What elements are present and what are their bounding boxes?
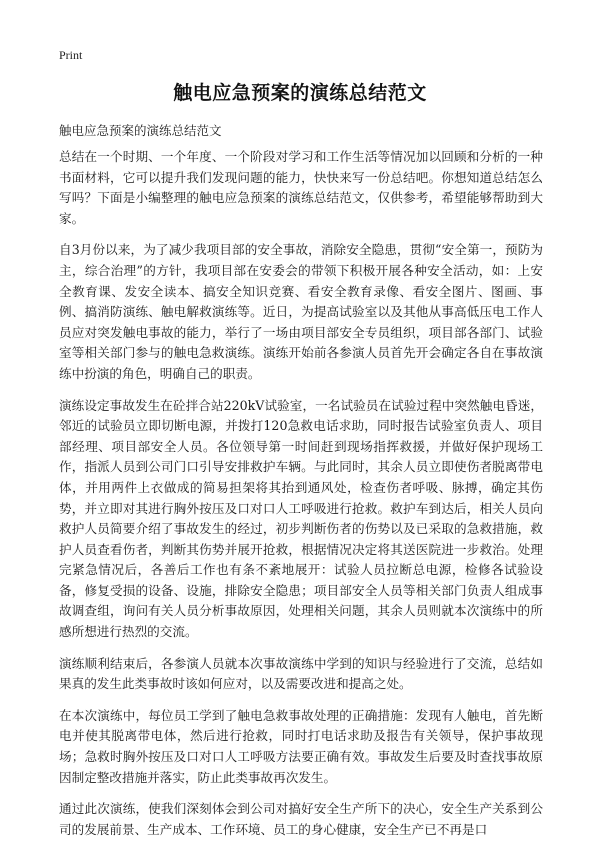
document-title: 触电应急预案的演练总结范文 <box>173 82 427 104</box>
document-subtitle: 触电应急预案的演练总结范文 <box>59 123 222 138</box>
paragraph-drill-summary: 演练顺利结束后，各参演人员就本次事故演练中学到的知识与经验进行了交流，总结如果真的发生此类事故时该如何应对，以及需要改进和提高之处。 <box>59 655 543 692</box>
paragraph-conclusion: 通过此次演练，使我们深刻体会到公司对搞好安全生产所下的决心，安全生产关系到公司的发展前景、生产成本、工作环境、员工的身心健康，安全生产已不再是口 <box>59 801 543 837</box>
print-link[interactable]: Print <box>59 48 83 62</box>
paragraph-background: 自3月份以来，为了减少我项目部的安全事故，消除安全隐患，贯彻“安全第一，预防为主，综合治理”的方针，我项目部在安委会的带领下积极开展各种安全活动，如：上安全教育课、发安全读本、搞安全知识竞赛、看安全教育录像、看安全图片、图画、事例、搞消防演练、触电解救演练等。近日，为提高试验室以及其他从事高低压电工作人员应对突发触电事故的能力，举行了一场由项目部安全专员组织，项目部各部门、试验室等相关部门参与的触电急救演练。演练开始前各参演人员首先开会确定各自在事故演练中扮演的角色，明确自己的职责。 <box>59 242 543 381</box>
paragraph-intro: 总结在一个时期、一个年度、一个阶段对学习和工作生活等情况加以回顾和分析的一种书面材料，它可以提升我们发现问题的能力，快快来写一份总结吧。你想知道总结怎么写吗？下面是小编整理的触电应急预案的演练总结范文，仅供参考，希望能够帮助到大家。 <box>59 149 543 226</box>
paragraph-lessons: 在本次演练中，每位员工学到了触电急救事故处理的正确措施：发现有人触电，首先断电并使其脱离带电体，然后进行抢救，同时打电话求助及报告有关领导，保护事故现场；急救时胸外按压及口对口人工呼吸方法要正确有效。事故发生后要及时查找事故原因制定整改措施并落实，防止此类事故再次发生。 <box>59 707 543 785</box>
paragraph-drill-process: 演练设定事故发生在砼拌合站220kV试验室，一名试验员在试验过程中突然触电昏迷，邻近的试验员立即切断电源，并拨打120急救电话求助，同时报告试验室负责人、项目部经理、项目部安全人员。各位领导第一时间赶到现场指挥救援，并做好保护现场工作，指派人员到公司门口引导安排救护车辆。与此同时，其余人员立即使伤者脱离带电体，并用两件上衣做成的简易担架将其抬到通风处，检查伤者呼吸、脉搏，确定其伤势，并立即对其进行胸外按压及口对口人工呼吸进行抢救。救护车到达后，相关人员向救护人员简要介绍了事故发生的经过，初步判断伤者的伤势以及已采取的急救措施，救护人员查看伤者，判断其伤势并展开抢救，根据情况决定将其送医院进一步救治。处理完紧急情况后，各善后工作也有条不紊地展开：试验人员拉断总电源，检修各试验设备，修复受损的设备、设施，排除安全隐患；项目部安全人员等相关部门负责人组成事故调查组，询问有关人员分析事故原因，处理相关问题，其余人员则就本次演练中的所感所想进行热烈的交流。 <box>59 397 543 640</box>
document-body <box>59 147 543 851</box>
